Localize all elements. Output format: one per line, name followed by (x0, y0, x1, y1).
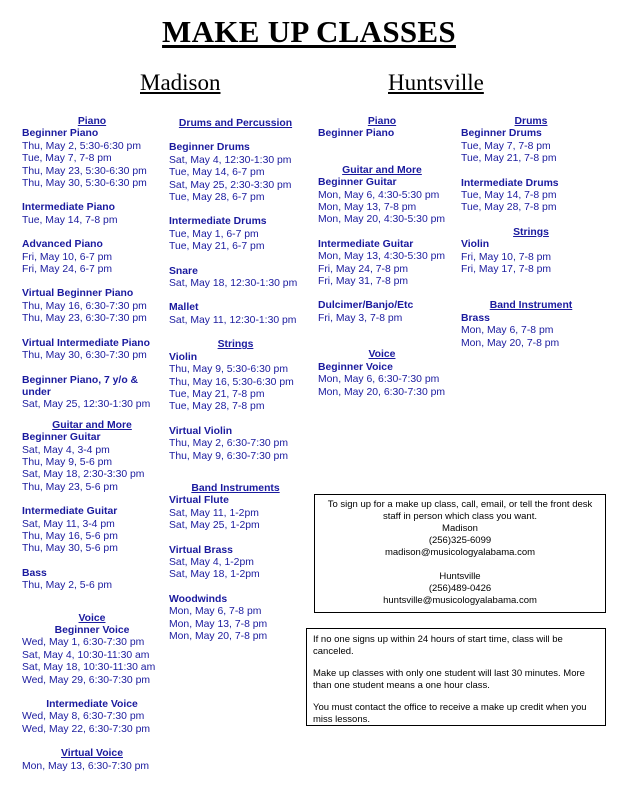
session-time: Wed, May 8, 6:30-7:30 pm (22, 711, 145, 723)
signup-line: (256)325-6099 (428, 535, 492, 546)
spacer (169, 475, 302, 483)
session-time: Sat, May 4, 3-4 pm (22, 444, 110, 456)
signup-line: (256)489-0426 (428, 583, 492, 594)
page-title: MAKE UP CLASSES (162, 14, 456, 49)
section-heading: Guitar and More (342, 164, 422, 176)
session-time: Thu, May 16, 5-6 pm (22, 530, 118, 542)
class-heading: Violin (461, 239, 490, 251)
section-heading: Band Instrument (489, 300, 573, 312)
session-time: Fri, May 24, 7-8 pm (318, 263, 409, 275)
class-heading: Beginner Piano (318, 128, 395, 140)
spacer (461, 215, 601, 227)
session-time: Thu, May 9, 5-6 pm (22, 456, 113, 468)
section-heading: Voice (78, 612, 106, 624)
spacer (22, 687, 162, 699)
class-heading: Mallet (169, 302, 199, 314)
session-time: Tue, May 1, 6-7 pm (169, 228, 259, 240)
spacer (169, 130, 302, 142)
session-time: Mon, May 6, 7-8 pm (169, 606, 262, 618)
class-heading: Brass (461, 312, 490, 324)
class-heading: Virtual Flute (169, 495, 229, 507)
signup-line: Huntsville (439, 571, 481, 582)
policy-note: If no one signs up within 24 hours of start time, class will be canceled. (313, 634, 563, 657)
policy-info-box (306, 628, 606, 726)
class-heading: Beginner Voice (54, 625, 130, 636)
session-time: Thu, May 16, 6:30-7:30 pm (22, 300, 147, 312)
session-time: Thu, May 30, 5:30-6:30 pm (22, 178, 147, 190)
section-heading: Strings (217, 339, 254, 351)
spacer (461, 166, 601, 178)
madison-schedule-column-2 (169, 118, 302, 643)
location-heading-madison: Madison (140, 70, 221, 95)
class-heading: Beginner Drums (169, 142, 250, 154)
class-heading: Beginner Guitar (22, 432, 101, 444)
spacer (22, 494, 162, 506)
spacer (22, 556, 162, 568)
spacer (169, 533, 302, 545)
spacer (318, 153, 446, 165)
class-heading: Violin (169, 351, 198, 363)
class-heading: Virtual Intermediate Piano (22, 337, 150, 349)
spacer (318, 288, 446, 300)
spacer (22, 363, 162, 375)
madison-schedule-column-1 (22, 116, 162, 773)
session-time: Sat, May 25, 12:30-1:30 pm (22, 399, 151, 411)
class-heading: Bass (22, 567, 47, 579)
session-time: Mon, May 13, 7-8 pm (169, 618, 268, 630)
session-time: Thu, May 2, 6:30-7:30 pm (169, 438, 288, 450)
session-time: Thu, May 23, 5:30-6:30 pm (22, 165, 147, 177)
class-heading: Woodwinds (169, 593, 228, 605)
spacer (22, 276, 162, 288)
session-time: Sat, May 4, 12:30-1:30 pm (169, 154, 292, 166)
session-time: Thu, May 2, 5-6 pm (22, 580, 113, 592)
spacer (22, 593, 162, 605)
class-heading: Virtual Beginner Piano (22, 288, 134, 300)
policy-note: You must contact the office to receive a make up credit when you miss lessons. (313, 702, 587, 725)
session-time: Sat, May 18, 1-2pm (169, 569, 260, 581)
session-time: Sat, May 25, 2:30-3:30 pm (169, 179, 292, 191)
signup-line: huntsville@musicologyalabama.com (383, 595, 537, 606)
class-heading: Dulcimer/Banjo/Etc (318, 300, 414, 312)
spacer (461, 288, 601, 300)
session-time: Fri, May 17, 7-8 pm (461, 264, 552, 276)
spacer (22, 412, 162, 420)
spacer (318, 227, 446, 239)
class-heading: Intermediate Voice (46, 699, 138, 711)
session-time: Fri, May 10, 7-8 pm (461, 251, 552, 263)
session-time: Mon, May 13, 4:30-5:30 pm (318, 251, 446, 263)
session-time: Thu, May 16, 5:30-6:30 pm (169, 376, 294, 388)
session-time: Sat, May 11, 3-4 pm (22, 518, 115, 530)
spacer (461, 276, 601, 288)
spacer (169, 290, 302, 302)
section-heading: Band Instruments (191, 482, 280, 494)
class-heading: Intermediate Piano (22, 202, 115, 214)
class-heading: Virtual Brass (169, 544, 233, 556)
section-heading: Strings (513, 226, 549, 238)
spacer (169, 414, 302, 426)
session-time: Fri, May 3, 7-8 pm (318, 312, 403, 324)
class-heading: Intermediate Guitar (318, 238, 414, 250)
class-heading: Intermediate Drums (461, 177, 559, 189)
session-time: Tue, May 14, 7-8 pm (461, 190, 557, 202)
class-heading: Advanced Piano (22, 239, 103, 251)
policy-note: Make up classes with only one student will last 30 minutes. More than one student means a one hour class. (313, 668, 585, 691)
class-heading: Beginner Guitar (318, 177, 397, 189)
spacer (22, 326, 162, 338)
signup-line: Madison (442, 523, 478, 534)
class-heading: under (22, 386, 51, 398)
session-time: Sat, May 4, 10:30-11:30 am (22, 649, 150, 661)
session-time: Thu, May 9, 5:30-6:30 pm (169, 364, 288, 376)
session-time: Mon, May 20, 4:30-5:30 pm (318, 214, 446, 226)
session-time: Sat, May 18, 12:30-1:30 pm (169, 278, 298, 290)
class-heading: Virtual Violin (169, 425, 233, 437)
session-time: Sat, May 11, 1-2pm (169, 507, 259, 519)
session-time: Mon, May 6, 4:30-5:30 pm (318, 189, 440, 201)
spacer (22, 736, 162, 748)
session-time: Wed, May 29, 6:30-7:30 pm (22, 674, 151, 686)
session-time: Tue, May 7, 7-8 pm (461, 140, 551, 152)
session-time: Sat, May 18, 2:30-3:30 pm (22, 469, 145, 481)
session-time: Thu, May 30, 6:30-7:30 pm (22, 350, 147, 362)
session-time: Sat, May 18, 10:30-11:30 am (22, 662, 156, 674)
spacer (169, 582, 302, 594)
session-time: Mon, May 6, 7-8 pm (461, 325, 554, 337)
spacer (169, 204, 302, 216)
session-time: Thu, May 23, 5-6 pm (22, 481, 118, 493)
class-heading: Beginner Voice (318, 361, 393, 373)
session-time: Tue, May 28, 6-7 pm (169, 192, 265, 204)
session-time: Sat, May 11, 12:30-1:30 pm (169, 314, 297, 326)
signup-info-box (314, 494, 606, 613)
session-time: Fri, May 24, 6-7 pm (22, 264, 113, 276)
location-heading-huntsville: Huntsville (388, 70, 484, 95)
session-time: Wed, May 22, 6:30-7:30 pm (22, 723, 151, 735)
spacer (22, 227, 162, 239)
session-time: Thu, May 30, 5-6 pm (22, 543, 118, 555)
session-time: Wed, May 1, 6:30-7:30 pm (22, 637, 145, 649)
session-time: Tue, May 14, 7-8 pm (22, 214, 118, 226)
session-time: Mon, May 6, 6:30-7:30 pm (318, 374, 440, 386)
section-heading: Piano (367, 116, 397, 127)
session-time: Tue, May 28, 7-8 pm (461, 202, 557, 214)
class-heading: Intermediate Guitar (22, 506, 118, 518)
spacer (169, 327, 302, 339)
session-time: Thu, May 2, 5:30-6:30 pm (22, 140, 141, 152)
signup-line: staff in person which class you want. (382, 511, 537, 522)
session-time: Mon, May 13, 7-8 pm (318, 202, 417, 214)
signup-line: To sign up for a make up class, call, email, or tell the front desk (327, 499, 593, 510)
session-time: Fri, May 31, 7-8 pm (318, 276, 409, 288)
class-heading: Beginner Drums (461, 128, 542, 140)
session-time: Tue, May 7, 7-8 pm (22, 153, 112, 165)
class-heading: Intermediate Drums (169, 216, 267, 228)
session-time: Tue, May 14, 6-7 pm (169, 167, 265, 179)
session-time: Mon, May 20, 7-8 pm (461, 337, 560, 349)
session-time: Sat, May 25, 1-2pm (169, 520, 260, 532)
session-time: Mon, May 20, 7-8 pm (169, 631, 268, 642)
section-heading: Voice (368, 349, 396, 361)
session-time: Tue, May 21, 7-8 pm (169, 388, 265, 400)
session-time: Tue, May 28, 7-8 pm (169, 401, 265, 413)
section-heading: Guitar and More (52, 419, 132, 431)
section-heading: Drums (514, 116, 548, 127)
class-heading: Snare (169, 265, 198, 277)
huntsville-schedule-column-2 (461, 116, 601, 350)
spacer (318, 141, 446, 153)
session-time: Sat, May 4, 1-2pm (169, 556, 254, 568)
session-time: Tue, May 21, 6-7 pm (169, 241, 265, 253)
spacer (22, 190, 162, 202)
session-time: Thu, May 23, 6:30-7:30 pm (22, 313, 147, 325)
section-heading: Piano (77, 116, 107, 127)
spacer (318, 325, 446, 337)
spacer (22, 605, 162, 613)
spacer (169, 254, 302, 266)
huntsville-schedule-column-1 (318, 116, 446, 399)
session-time: Tue, May 21, 7-8 pm (461, 153, 557, 165)
signup-line (315, 559, 605, 571)
section-heading: Virtual Voice (61, 748, 123, 760)
session-time: Mon, May 13, 6:30-7:30 pm (22, 760, 150, 772)
class-heading: Beginner Piano (22, 128, 99, 140)
session-time: Fri, May 10, 6-7 pm (22, 251, 113, 263)
spacer (169, 463, 302, 475)
session-time: Thu, May 9, 6:30-7:30 pm (169, 450, 288, 462)
signup-line: madison@musicologyalabama.com (384, 547, 536, 558)
section-heading: Drums and Percussion (178, 118, 293, 129)
session-time: Mon, May 20, 6:30-7:30 pm (318, 386, 446, 398)
spacer (318, 337, 446, 349)
class-heading: Beginner Piano, 7 y/o & (22, 374, 139, 386)
